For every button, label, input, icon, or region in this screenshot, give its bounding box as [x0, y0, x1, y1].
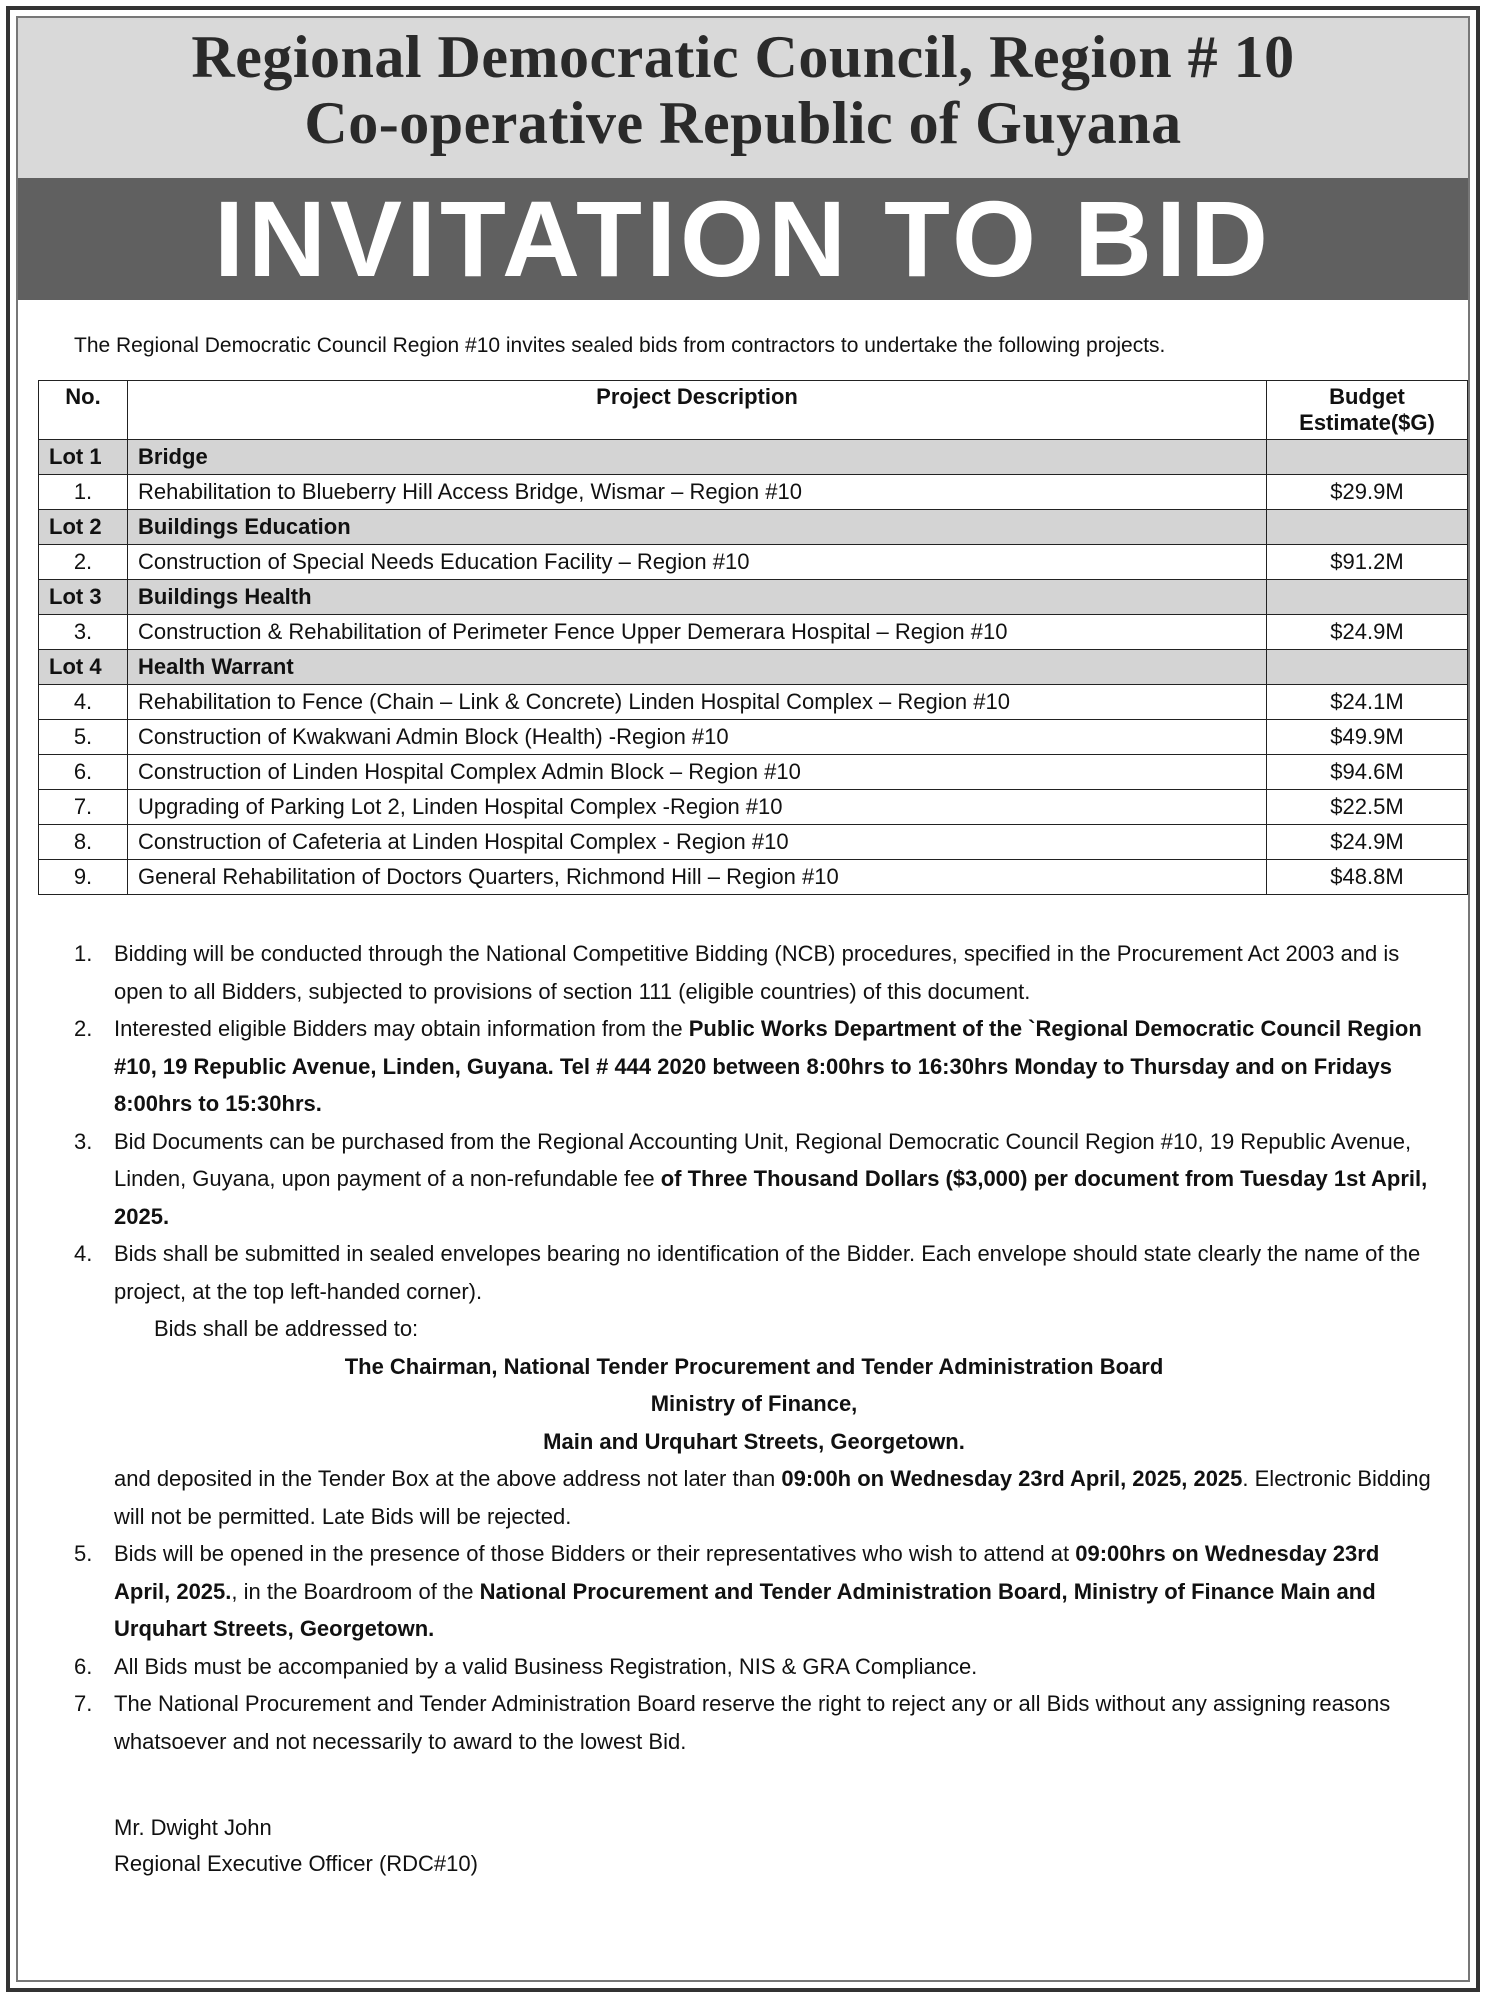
item-text: Interested eligible Bidders may obtain information from the	[114, 1016, 689, 1041]
item-number: 3.	[74, 1128, 93, 1154]
header-title-2: Co-operative Republic of Guyana	[304, 90, 1182, 156]
item-number: 1.	[74, 941, 93, 966]
row-no: 5.	[39, 720, 128, 755]
item-text: Bid Documents can be purchased from the Regional Accounting Unit, Regional Democratic Council Region #10, 19 Republic Avenue, Linden, Guyana, upon payment of a non-refundable fee	[114, 1128, 1412, 1191]
lot-name: Health Warrant	[128, 650, 1267, 685]
table-row	[39, 755, 1468, 790]
item-text: The National Procurement and Tender Administration Board reserve the right to reject any or all Bids without any assigning reasons whatsoever and not necessarily to award to the lowest Bid.	[114, 1691, 1391, 1754]
item-number: 7.	[74, 1691, 93, 1716]
row-no: 8.	[39, 825, 128, 860]
projects-table	[38, 380, 1468, 895]
lot-label: Lot 2	[39, 510, 128, 545]
lot-name: Buildings Health	[128, 580, 1267, 615]
lot-label: Lot 1	[39, 440, 128, 475]
table-row	[39, 790, 1468, 825]
row-budget: $94.6M	[1267, 755, 1468, 790]
lot-name: Bridge	[128, 440, 1267, 475]
row-no: 3.	[39, 615, 128, 650]
row-desc: Rehabilitation to Fence (Chain – Link & Concrete) Linden Hospital Complex – Region #10	[128, 685, 1267, 720]
row-desc: Construction of Kwakwani Admin Block (Health) -Region #10	[128, 720, 1267, 755]
list-item	[74, 1235, 1434, 1535]
row-desc: Construction of Cafeteria at Linden Hospital Complex - Region #10	[128, 825, 1267, 860]
address-line-1: The Chairman, National Tender Procurement and Tender Administration Board	[344, 1353, 1164, 1379]
item-text: All Bids must be accompanied by a valid Business Registration, NIS & GRA Compliance.	[114, 1653, 978, 1679]
lot-row	[39, 440, 1468, 475]
item-bold-text: of Three Thousand Dollars ($3,000) per document from Tuesday 1st April, 2025.	[114, 1166, 1428, 1229]
table-row	[39, 545, 1468, 580]
item-number: 2.	[74, 1016, 93, 1041]
signature-block	[114, 1810, 1468, 1882]
table-header-row	[39, 381, 1468, 440]
signatory-title: Regional Executive Officer (RDC#10)	[114, 1851, 478, 1876]
table-row	[39, 475, 1468, 510]
header-budget: Budget Estimate($G)	[1267, 381, 1468, 440]
lot-row	[39, 510, 1468, 545]
instructions-list	[74, 935, 1434, 1760]
intro-text: The Regional Democratic Council Region #10 invites sealed bids from contractors to undertake the following projects.	[74, 334, 1166, 357]
list-item	[74, 935, 1434, 1010]
row-budget: $49.9M	[1267, 720, 1468, 755]
address-line-2: Ministry of Finance,	[650, 1391, 858, 1416]
row-no: 1.	[39, 475, 128, 510]
item-number: 4.	[74, 1241, 93, 1266]
lot-row	[39, 580, 1468, 615]
row-no: 7.	[39, 790, 128, 825]
list-item	[74, 1535, 1434, 1648]
list-item	[74, 1123, 1434, 1236]
row-budget: $24.1M	[1267, 685, 1468, 720]
row-desc: Rehabilitation to Blueberry Hill Access Bridge, Wismar – Region #10	[128, 475, 1267, 510]
lot-label: Lot 4	[39, 650, 128, 685]
table-row	[39, 615, 1468, 650]
row-budget: $48.8M	[1267, 860, 1468, 895]
item-text: Bids shall be submitted in sealed envelopes bearing no identification of the Bidder. Each envelope should state clearly the name of the project, at the top left-handed corner).	[114, 1241, 1421, 1304]
row-desc: Construction of Linden Hospital Complex Admin Block – Region #10	[128, 755, 1267, 790]
row-desc: General Rehabilitation of Doctors Quarters, Richmond Hill – Region #10	[128, 860, 1267, 895]
addressed-to-label: Bids shall be addressed to:	[154, 1316, 419, 1341]
row-desc: Construction of Special Needs Education Facility – Region #10	[128, 545, 1267, 580]
notice-frame	[6, 6, 1480, 1992]
lot-row	[39, 650, 1468, 685]
header-no: No.	[39, 381, 128, 440]
signatory-name: Mr. Dwight John	[114, 1815, 272, 1840]
header-desc: Project Description	[128, 381, 1267, 440]
lot-label: Lot 3	[39, 580, 128, 615]
row-no: 6.	[39, 755, 128, 790]
table-row	[39, 825, 1468, 860]
item-bold-text-2: National Procurement and Tender Administration Board, Ministry of Finance Main and Urquhart Streets, Georgetown.	[114, 1578, 1376, 1641]
table-row	[39, 860, 1468, 895]
list-item	[74, 1685, 1434, 1760]
deposit-text	[114, 1460, 1434, 1535]
item-text: Bidding will be conducted through the National Competitive Bidding (NCB) procedures, specified in the Procurement Act 2003 and is open to all Bidders, subjected to provisions of section 111 (eligible countries) of this document.	[114, 941, 1400, 1004]
lot-name: Buildings Education	[128, 510, 1267, 545]
row-no: 9.	[39, 860, 128, 895]
row-budget: $29.9M	[1267, 475, 1468, 510]
row-budget: $24.9M	[1267, 615, 1468, 650]
row-budget: $91.2M	[1267, 545, 1468, 580]
table-row	[39, 685, 1468, 720]
row-no: 2.	[39, 545, 128, 580]
item-number: 5.	[74, 1541, 93, 1566]
item-number: 6.	[74, 1653, 93, 1679]
item-bold-text: 09:00hrs on Wednesday 23rd April, 2025.	[114, 1541, 1380, 1604]
row-budget: $22.5M	[1267, 790, 1468, 825]
item-text-2: , in the Boardroom of the	[231, 1578, 480, 1604]
deadline-text: 09:00h on Wednesday 23rd April, 2025, 2025	[781, 1466, 1243, 1491]
row-desc: Upgrading of Parking Lot 2, Linden Hospital Complex -Region #10	[128, 790, 1267, 825]
item-bold-text: Public Works Department of the `Regional Democratic Council Region #10, 19 Republic Avenue, Linden, Guyana. Tel # 444 2020 between 8:00hrs to 16:30hrs Monday to Thursday and on Fridays 8:00hrs to 15:30hrs.	[114, 1016, 1422, 1116]
deposit-text-end: . Electronic Bidding will not be permitted. Late Bids will be rejected.	[114, 1466, 1431, 1529]
list-item	[74, 1648, 1434, 1686]
header	[18, 18, 1468, 178]
deposit-text-part: and deposited in the Tender Box at the above address not later than	[114, 1466, 782, 1491]
notice-inner	[16, 16, 1470, 1982]
address-line-3: Main and Urquhart Streets, Georgetown.	[543, 1428, 965, 1454]
banner-title: INVITATION TO BID	[18, 178, 1468, 300]
list-item	[74, 1010, 1434, 1123]
item-text: Bids will be opened in the presence of those Bidders or their representatives who wish to attend at	[114, 1541, 1076, 1566]
row-desc: Construction & Rehabilitation of Perimeter Fence Upper Demerara Hospital – Region #10	[128, 615, 1267, 650]
row-budget: $24.9M	[1267, 825, 1468, 860]
header-title-1: Regional Democratic Council, Region # 10	[191, 24, 1295, 90]
table-row	[39, 720, 1468, 755]
row-no: 4.	[39, 685, 128, 720]
